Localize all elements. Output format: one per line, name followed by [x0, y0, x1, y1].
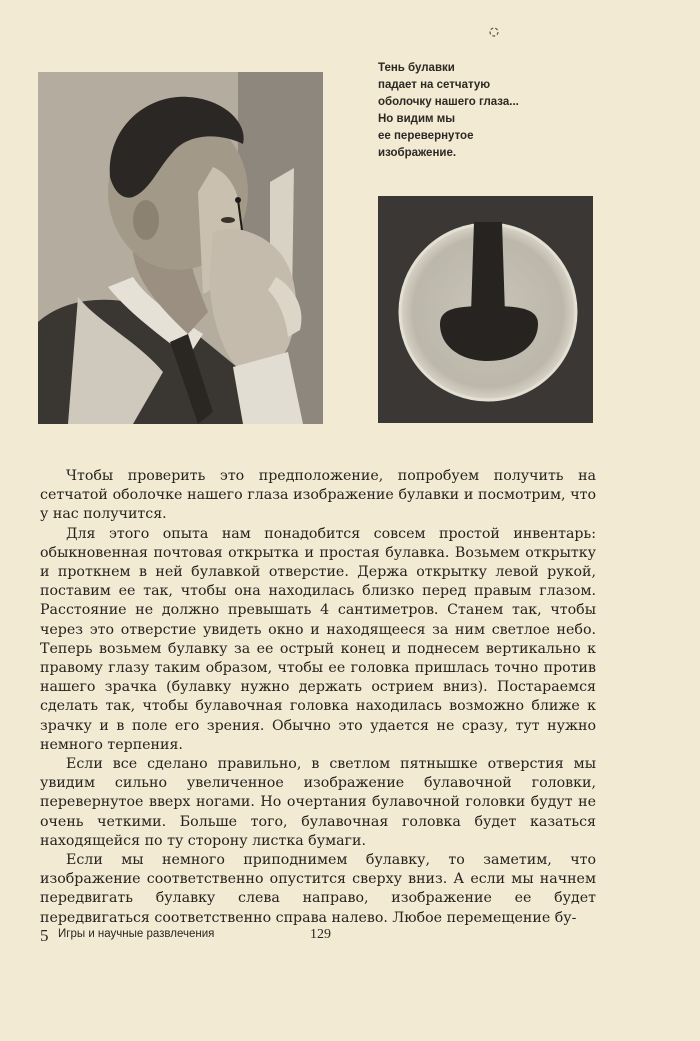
- caption-line: Тень булавки: [378, 62, 455, 74]
- page-number: 129: [310, 927, 331, 942]
- caption-line: падает на сетчатую: [378, 79, 491, 91]
- figure-caption: [378, 60, 568, 162]
- article-body: [40, 467, 596, 928]
- signature-title: Игры и научные развлечения: [58, 928, 215, 940]
- page-footer: [40, 924, 596, 946]
- ring-mark-icon: [488, 26, 500, 38]
- paragraph: Если все сделано правильно, в светлом пятнышке отверстия мы увидим сильно увеличенное изображение булавочной головки, перевернутое вверх ногами. Но очертания булавочной головки будут не очень четкими. Больше того, булавочная головка будет казаться находящейся по ту сторону листка бумаги.: [40, 756, 596, 849]
- caption-line: ее перевернутое: [378, 130, 474, 142]
- paragraph: Чтобы проверить это предположение, попробуем получить на сетчатой оболочке нашего глаза изображение булавки и посмотрим, что у нас получится.: [40, 468, 596, 523]
- photo-inverted-pin-image: [378, 196, 593, 423]
- paragraph: Если мы немного приподнимем булавку, то заметим, что изображение соответственно опустится сверху вниз. А если мы начнем передвигать булавку слева направо, изображение ее будет передвигаться соответственно справа налево. Любое перемещение бу-: [40, 852, 596, 926]
- signature-number: 5: [40, 926, 49, 945]
- photo-man-with-pin: [38, 72, 323, 424]
- caption-line: изображение.: [378, 147, 457, 159]
- caption-line: оболочку нашего глаза...: [378, 96, 519, 108]
- caption-line: Но видим мы: [378, 113, 456, 125]
- paragraph: Для этого опыта нам понадобится совсем простой инвентарь: обыкновенная почтовая открытка и простая булавка. Возьмем открытку и проткнем в ней булавкой отверстие. Держа открытку левой рукой, поставим ее так, чтобы она находилась близко перед правым глазом. Расстояние не должно превышать 4 сантиметров. Станем так, чтобы через это отверстие увидеть окно и находящееся за ним светлое небо. Теперь возьмем булавку за ее острый конец и поднесем вертикально к правому глазу таким образом, чтобы ее головка пришлась точно против нашего зрачка (булавку нужно держать острием вниз). Постараемся сделать так, чтобы булавочная головка находилась возможно ближе к зрачку и в поле его зрения. Обычно это удается не сразу, тут нужно немного терпения.: [40, 525, 596, 753]
